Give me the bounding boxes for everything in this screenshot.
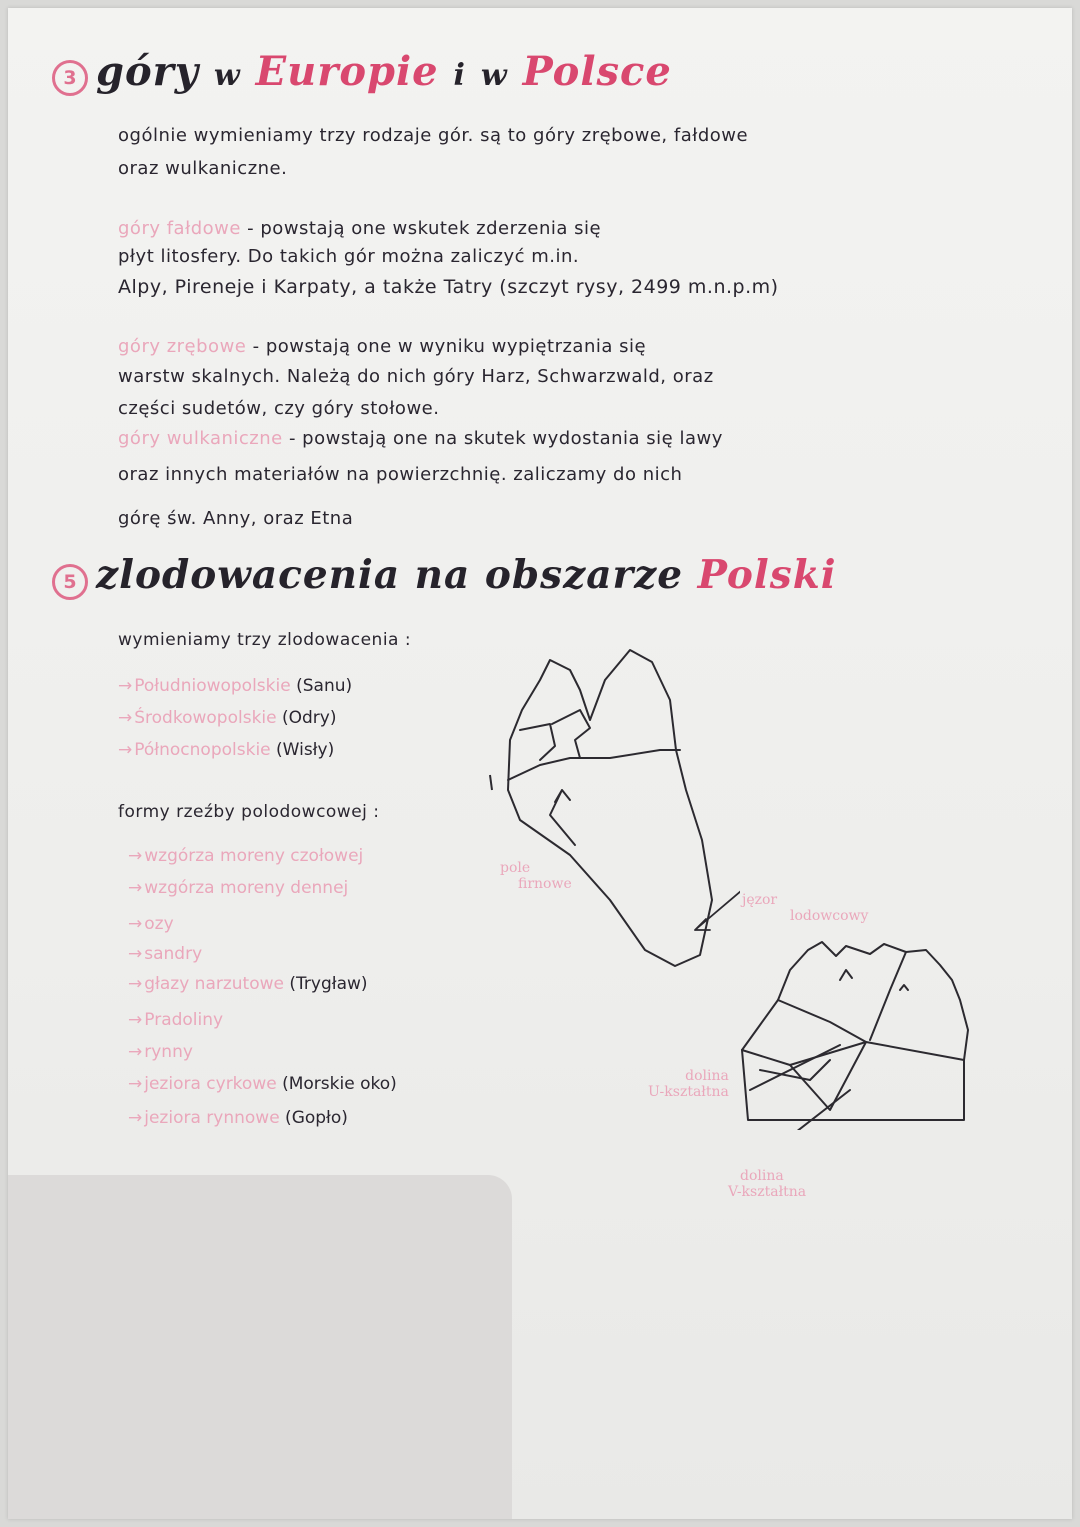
arrow-icon: →	[118, 708, 133, 728]
valley-block-sketch	[730, 930, 980, 1130]
label-u-1: dolina	[685, 1068, 729, 1084]
section-5-number-text: 5	[63, 571, 77, 593]
form-item	[128, 914, 174, 934]
glaciations-intro	[118, 630, 411, 650]
glacier-outline	[508, 650, 712, 966]
form-name: Pradoliny	[144, 1010, 224, 1030]
section-5-number	[52, 564, 88, 600]
arrow-icon: →	[128, 846, 143, 866]
label-dolina-v	[728, 1168, 806, 1200]
zrebowe-term: góry zrębowe	[118, 336, 247, 357]
zrebowe-line-1	[118, 336, 646, 357]
arrow-icon: →	[128, 1108, 143, 1128]
form-item	[128, 1042, 193, 1062]
zrebowe-line-3	[118, 398, 439, 419]
title-word-w1: w	[213, 58, 241, 93]
pole-arrow	[590, 870, 740, 910]
label-pole-2: firnowe	[518, 876, 572, 892]
glacier-divider	[508, 750, 680, 780]
ridge-2	[870, 952, 906, 1040]
faldowe-line-2	[118, 246, 579, 267]
form-item	[128, 1108, 348, 1128]
form-name: wzgórza moreny czołowej	[144, 846, 364, 866]
form-item	[128, 944, 202, 964]
form-item	[128, 1010, 223, 1030]
arrow-icon: →	[118, 676, 133, 696]
zrebowe-text-2: warstw skalnych. Należą do nich góry Harz, Schwarzwald, oraz	[118, 366, 714, 387]
arrow-icon: →	[128, 1074, 143, 1094]
arrow-icon: →	[128, 914, 143, 934]
glaciation-note: (Wisły)	[270, 740, 335, 760]
form-note: (Trygław)	[284, 974, 368, 994]
form-name: jeziora cyrkowe	[144, 1074, 277, 1094]
wulk-text-2: oraz innych materiałów na powierzchnię. zaliczamy do nich	[118, 464, 683, 485]
wulk-term: góry wulkaniczne	[118, 428, 283, 449]
arrow-icon: →	[128, 1042, 143, 1062]
label-v-1: dolina	[740, 1168, 784, 1184]
glaciation-note: (Sanu)	[290, 676, 353, 696]
block-edge	[742, 1042, 964, 1065]
title-zlodowacenia: zlodowacenia na obszarze	[96, 552, 684, 598]
intro-line-2-text: oraz wulkaniczne.	[118, 158, 288, 179]
form-name: rynny	[144, 1042, 193, 1062]
firn-line-2	[552, 710, 590, 758]
block-top	[742, 942, 968, 1060]
ridge-1	[778, 1000, 866, 1042]
faldowe-text-3: Alpy, Pireneje i Karpaty, a także Tatry (szczyt rysy, 2499 m.n.p.m)	[118, 276, 779, 298]
label-pole-firnowe	[500, 860, 572, 892]
label-dolina-u	[648, 1068, 729, 1100]
label-jezor-2: lodowcowy	[790, 908, 869, 924]
wulk-text-3: górę św. Anny, oraz Etna	[118, 508, 354, 529]
intro-line-1	[118, 125, 748, 146]
firn-line-1	[520, 724, 555, 760]
label-jezor	[742, 892, 868, 924]
arrow-icon: →	[118, 740, 133, 760]
wulk-line-1	[118, 428, 723, 449]
wulk-line-3	[118, 508, 353, 529]
form-name: sandry	[144, 944, 203, 964]
form-name: wzgórza moreny dennej	[144, 878, 349, 898]
intro-line-2	[118, 158, 287, 179]
label-jezor-1: jęzor	[742, 892, 778, 908]
glaciation-item	[118, 676, 352, 696]
arrow-icon: →	[128, 878, 143, 898]
title-word-i: i	[453, 58, 466, 93]
form-item	[128, 974, 368, 994]
forms-intro-text: formy rzeźby polodowcowej :	[118, 802, 380, 822]
title-polski: Polski	[697, 552, 837, 598]
glaciation-note: (Odry)	[276, 708, 337, 728]
shadow-area	[8, 1175, 512, 1519]
faldowe-term: góry fałdowe	[118, 218, 241, 239]
zrebowe-line-2	[118, 366, 714, 387]
zrebowe-text-1: - powstają one w wyniku wypiętrzania się	[246, 336, 647, 357]
form-note: (Morskie oko)	[276, 1074, 397, 1094]
pointer-u	[750, 1045, 840, 1090]
left-stub	[490, 775, 492, 790]
intro-line-1-text: ogólnie wymieniamy trzy rodzaje gór. są to góry zrębowe, fałdowe	[118, 125, 749, 146]
glaciation-name: Północnopolskie	[134, 740, 271, 760]
wulk-text-1: - powstają one na skutek wydostania się lawy	[282, 428, 723, 449]
arrow-icon: →	[128, 1010, 143, 1030]
form-name: jeziora rynnowe	[144, 1108, 280, 1128]
wulk-line-2	[118, 464, 682, 485]
zrebowe-text-3: części sudetów, czy góry stołowe.	[118, 398, 440, 419]
glaciation-name: Południowopolskie	[134, 676, 291, 696]
glaciation-item	[118, 708, 336, 728]
arrow-icon: →	[128, 944, 143, 964]
section-3-number-text: 3	[63, 67, 77, 89]
title-word-polsce: Polsce	[522, 48, 672, 95]
glaciation-item	[118, 740, 334, 760]
peak-mark-2	[900, 985, 908, 990]
peak-mark-1	[840, 970, 852, 980]
form-note: (Gopło)	[279, 1108, 348, 1128]
section-3-number	[52, 60, 88, 96]
faldowe-line-1	[118, 218, 601, 239]
glaciations-intro-text: wymieniamy trzy zlodowacenia :	[118, 630, 412, 650]
faldowe-line-3	[118, 276, 779, 298]
form-name: ozy	[144, 914, 174, 934]
arrow-icon: →	[128, 974, 143, 994]
forms-intro	[118, 802, 380, 822]
title-word-gory: góry	[96, 48, 199, 95]
form-item	[128, 878, 348, 898]
section-5-title	[96, 552, 837, 598]
form-item	[128, 846, 363, 866]
form-item	[128, 1074, 397, 1094]
form-name: głazy narzutowe	[144, 974, 284, 994]
glacier-sketch	[480, 640, 740, 980]
title-word-w2: w	[480, 58, 508, 93]
label-v-2: V-kształtna	[728, 1184, 807, 1200]
label-pole-1: pole	[500, 860, 531, 876]
tongue-arrow	[550, 790, 575, 845]
label-u-2: U-kształtna	[648, 1084, 729, 1100]
glaciation-name: Środkowopolskie	[134, 708, 277, 728]
title-word-europie: Europie	[255, 48, 439, 95]
section-3-title	[96, 48, 672, 95]
faldowe-text-2: płyt litosfery. Do takich gór można zaliczyć m.in.	[118, 246, 580, 267]
faldowe-text-1: - powstają one wskutek zderzenia się	[240, 218, 602, 239]
v-valley	[790, 1042, 866, 1110]
